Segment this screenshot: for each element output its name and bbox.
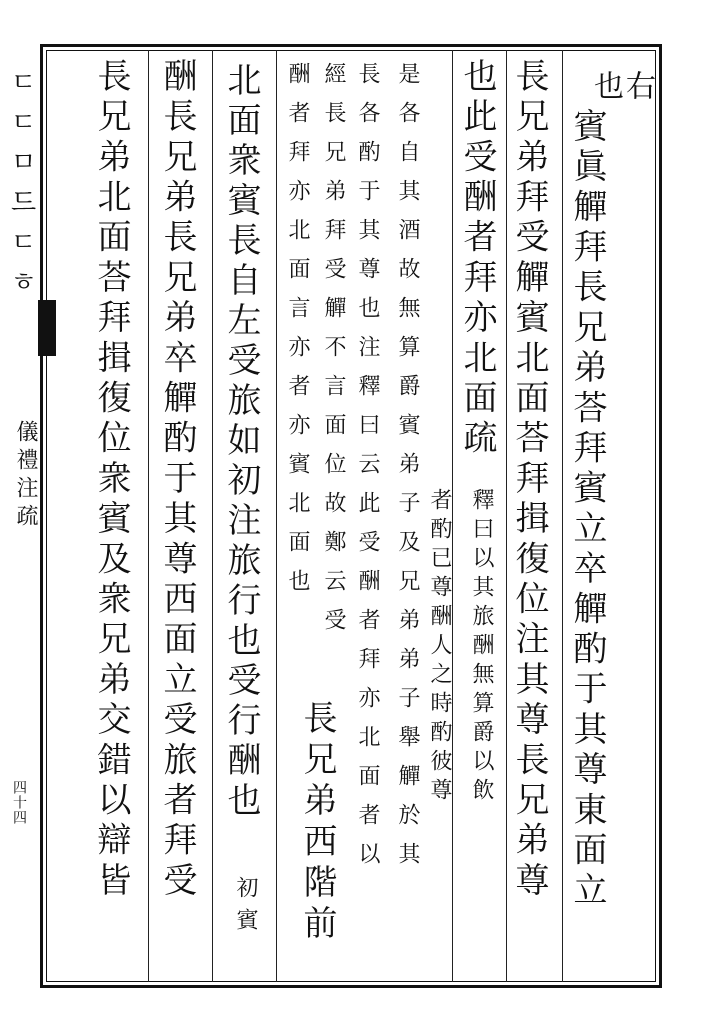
text-column: 長兄弟西階前 xyxy=(297,700,337,946)
text-column-commentary: 是各自其酒故無算爵賓弟子及兄弟弟子舉觶於其 xyxy=(395,62,420,881)
column-rule xyxy=(276,50,277,982)
text-column-commentary: 酬者拜亦北面言亦者亦賓北面也 xyxy=(285,62,310,608)
column-rule xyxy=(506,50,507,982)
text-column-commentary: 經長兄弟拜受觶不言面位故鄭云受 xyxy=(321,62,346,647)
text-column: 也此受酬者拜亦北面疏 xyxy=(457,58,497,460)
text-column: 右 xyxy=(620,70,655,106)
text-column: 酬長兄弟長兄弟卒觶酌于其尊西面立受旅者拜受 xyxy=(157,58,197,903)
margin-top-marks: ㄷㄷㅁ드ㄷㅎ xyxy=(6,68,36,308)
text-column-commentary: 初賓 xyxy=(233,876,258,940)
text-column-commentary: 釋曰以其旅酬無算爵以飲 xyxy=(469,488,494,807)
page-number: 四十四 xyxy=(11,780,27,825)
column-rule xyxy=(452,50,453,982)
column-rule xyxy=(212,50,213,982)
text-column-commentary: 長各酌于其尊也注釋曰云此受酬者拜亦北面者以 xyxy=(355,62,380,881)
text-column: 長兄弟北面荅拜揖復位衆賓及衆兄弟交錯以辯皆 xyxy=(91,58,131,903)
book-title: 儀禮注疏 xyxy=(13,420,38,532)
text-column-commentary: 者酌已尊酬人之時酌彼尊 xyxy=(427,488,452,807)
page-frame-inner xyxy=(46,50,656,982)
column-rule xyxy=(148,50,149,982)
text-column: 長兄弟拜受觶賓北面荅拜揖復位注其尊長兄弟尊 xyxy=(509,58,549,903)
text-column: 賓眞觶拜長兄弟荅拜賓立卒觶酌于其尊東面立 xyxy=(567,108,607,912)
text-column: 北面衆賓長自左受旅如初注旅行也受行酬也 xyxy=(221,62,261,822)
text-column: 也 xyxy=(588,70,623,106)
column-rule xyxy=(562,50,563,982)
